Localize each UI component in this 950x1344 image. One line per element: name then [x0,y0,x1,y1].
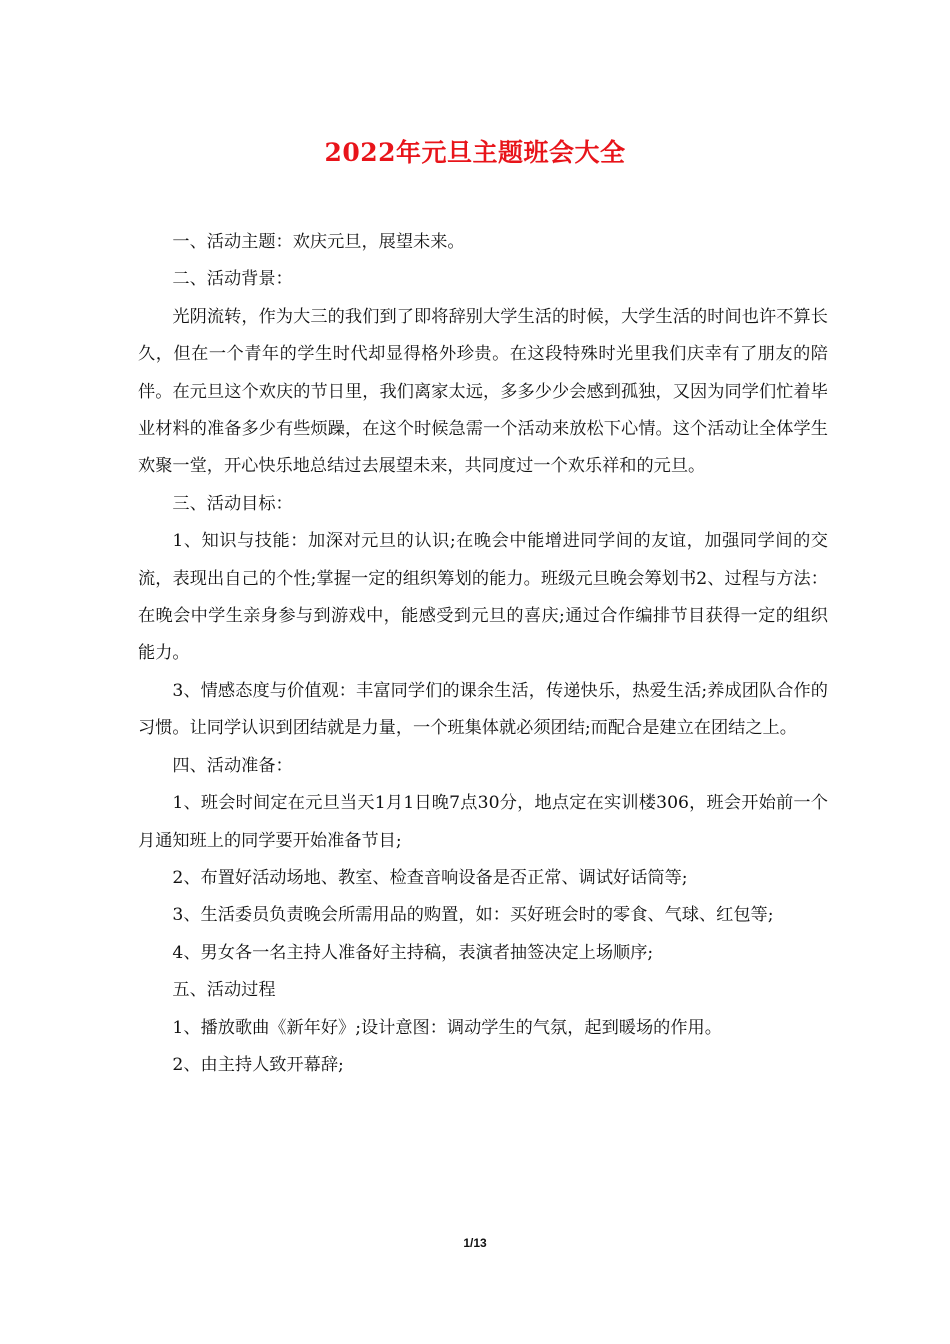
paragraph: 光阴流转，作为大三的我们到了即将辞别大学生活的时候，大学生活的时间也许不算长久，但在一个青年的学生时代却显得格外珍贵。在这段特殊时光里我们庆幸有了朋友的陪伴。在元旦这个欢庆的节日里，我们离家太远，多多少少会感到孤独，又因为同学们忙着毕业材料的准备多少有些烦躁，在这个时候急需一个活动来放松下心情。这个活动让全体学生欢聚一堂，开心快乐地总结过去展望未来，共同度过一个欢乐祥和的元旦。 [138,306,828,477]
paragraph: 3、情感态度与价值观：丰富同学们的课余生活，传递快乐，热爱生活;养成团队合作的习惯。让同学认识到团结就是力量，一个班集体就必须团结;而配合是建立在团结之上。 [138,680,828,739]
paragraph: 三、活动目标： [172,493,293,514]
paragraph: 1、知识与技能：加深对元旦的认识;在晚会中能增进同学间的友谊，加强同学间的交流，表现出自己的个性;掌握一定的组织筹划的能力。班级元旦晚会筹划书2、过程与方法：在晚会中学生亲身参与到游戏中，能感受到元旦的喜庆;通过合作编排节目获得一定的组织能力。 [138,531,828,664]
paragraph: 4、男女各一名主持人准备好主持稿，表演者抽签决定上场顺序; [172,942,654,963]
paragraph: 2、布置好活动场地、教室、检查音响设备是否正常、调试好话筒等; [172,867,688,888]
document-title: 2022年元旦主题班会大全 [324,138,626,167]
paragraph: 二、活动背景： [172,269,293,290]
document-body [138,224,828,1084]
paragraph: 五、活动过程 [172,980,276,1001]
paragraph: 一、活动主题：欢庆元旦，展望未来。 [172,232,465,252]
page-number: 1/13 [463,1236,487,1250]
paragraph: 2、由主持人致开幕辞; [172,1054,344,1075]
paragraph: 1、班会时间定在元旦当天1月1日晚7点30分，地点定在实训楼306，班会开始前一个月通知班上的同学要开始准备节目; [138,793,828,851]
paragraph: 1、播放歌曲《新年好》;设计意图：调动学生的气氛，起到暖场的作用。 [172,1017,722,1038]
paragraph: 四、活动准备： [172,755,293,776]
paragraph: 3、生活委员负责晚会所需用品的购置，如：买好班会时的零食、气球、红包等; [172,905,774,926]
